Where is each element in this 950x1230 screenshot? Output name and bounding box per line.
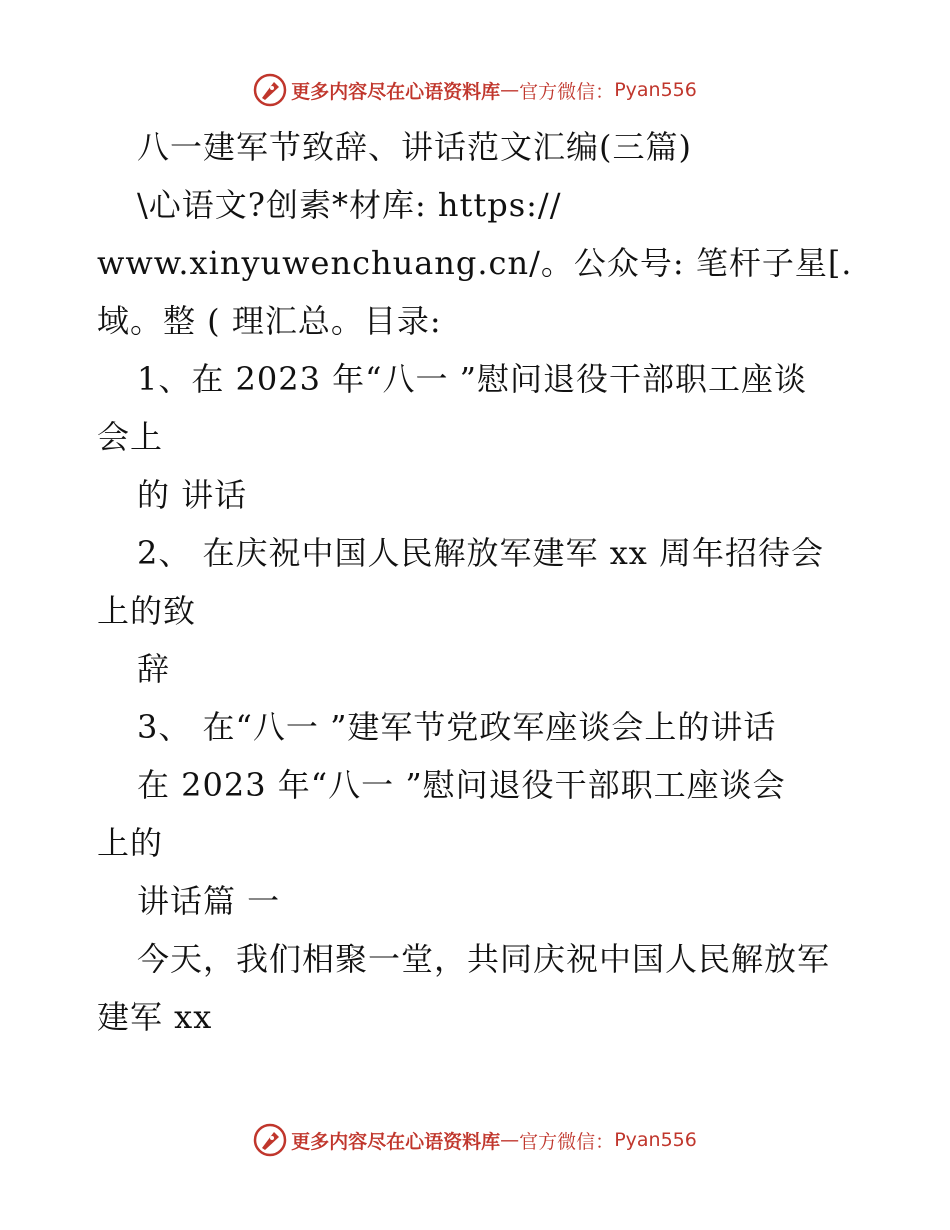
pen-nib-logo-icon [253,73,287,107]
footer-banner [0,1120,950,1160]
doc-line: 域。整 ( 理汇总。目录: [97,302,442,340]
banner-wechat-id: Pyan556 [614,1129,697,1151]
banner-separator: — [500,79,520,101]
paragraph-line: 建军 xx [97,998,213,1036]
doc-line: 的 讲话 [137,476,248,514]
toc-item-3: 3、 在“八一 ”建军节党政军座谈会上的讲话 [137,708,777,746]
header-banner [0,70,950,110]
banner-wechat-label: 官方微信： [519,1130,615,1153]
document-body [97,118,867,1046]
banner-main-text: 更多内容尽在心语资料库 [291,80,501,103]
banner-wechat-label: 官方微信： [519,80,615,103]
doc-title: 八一建军节致辞、讲话范文汇编(三篇) [137,128,692,166]
doc-line: 上的 [97,824,164,862]
doc-line: 会上 [97,418,164,456]
pen-nib-logo-icon [253,1123,287,1157]
banner-main-text: 更多内容尽在心语资料库 [291,1130,501,1153]
paragraph-line: 今天，我们相聚一堂，共同庆祝中国人民解放军 [137,940,831,978]
section-heading: 在 2023 年“八一 ”慰问退役干部职工座谈会 [137,766,786,804]
doc-line: \心语文?创素*材库: https:// [137,186,562,224]
banner-wechat-id: Pyan556 [614,79,697,101]
doc-line: 辞 [137,650,171,688]
banner-separator: — [500,1129,520,1151]
toc-item-2: 2、 在庆祝中国人民解放军建军 xx 周年招待会 [137,534,824,572]
toc-item-1: 1、在 2023 年“八一 ”慰问退役干部职工座谈 [137,360,808,398]
doc-line: 上的致 [97,592,197,630]
doc-line: www.xinyuwenchuang.cn/。公众号: 笔杆子星[. [97,244,853,282]
section-subheading: 讲话篇 一 [137,882,281,920]
